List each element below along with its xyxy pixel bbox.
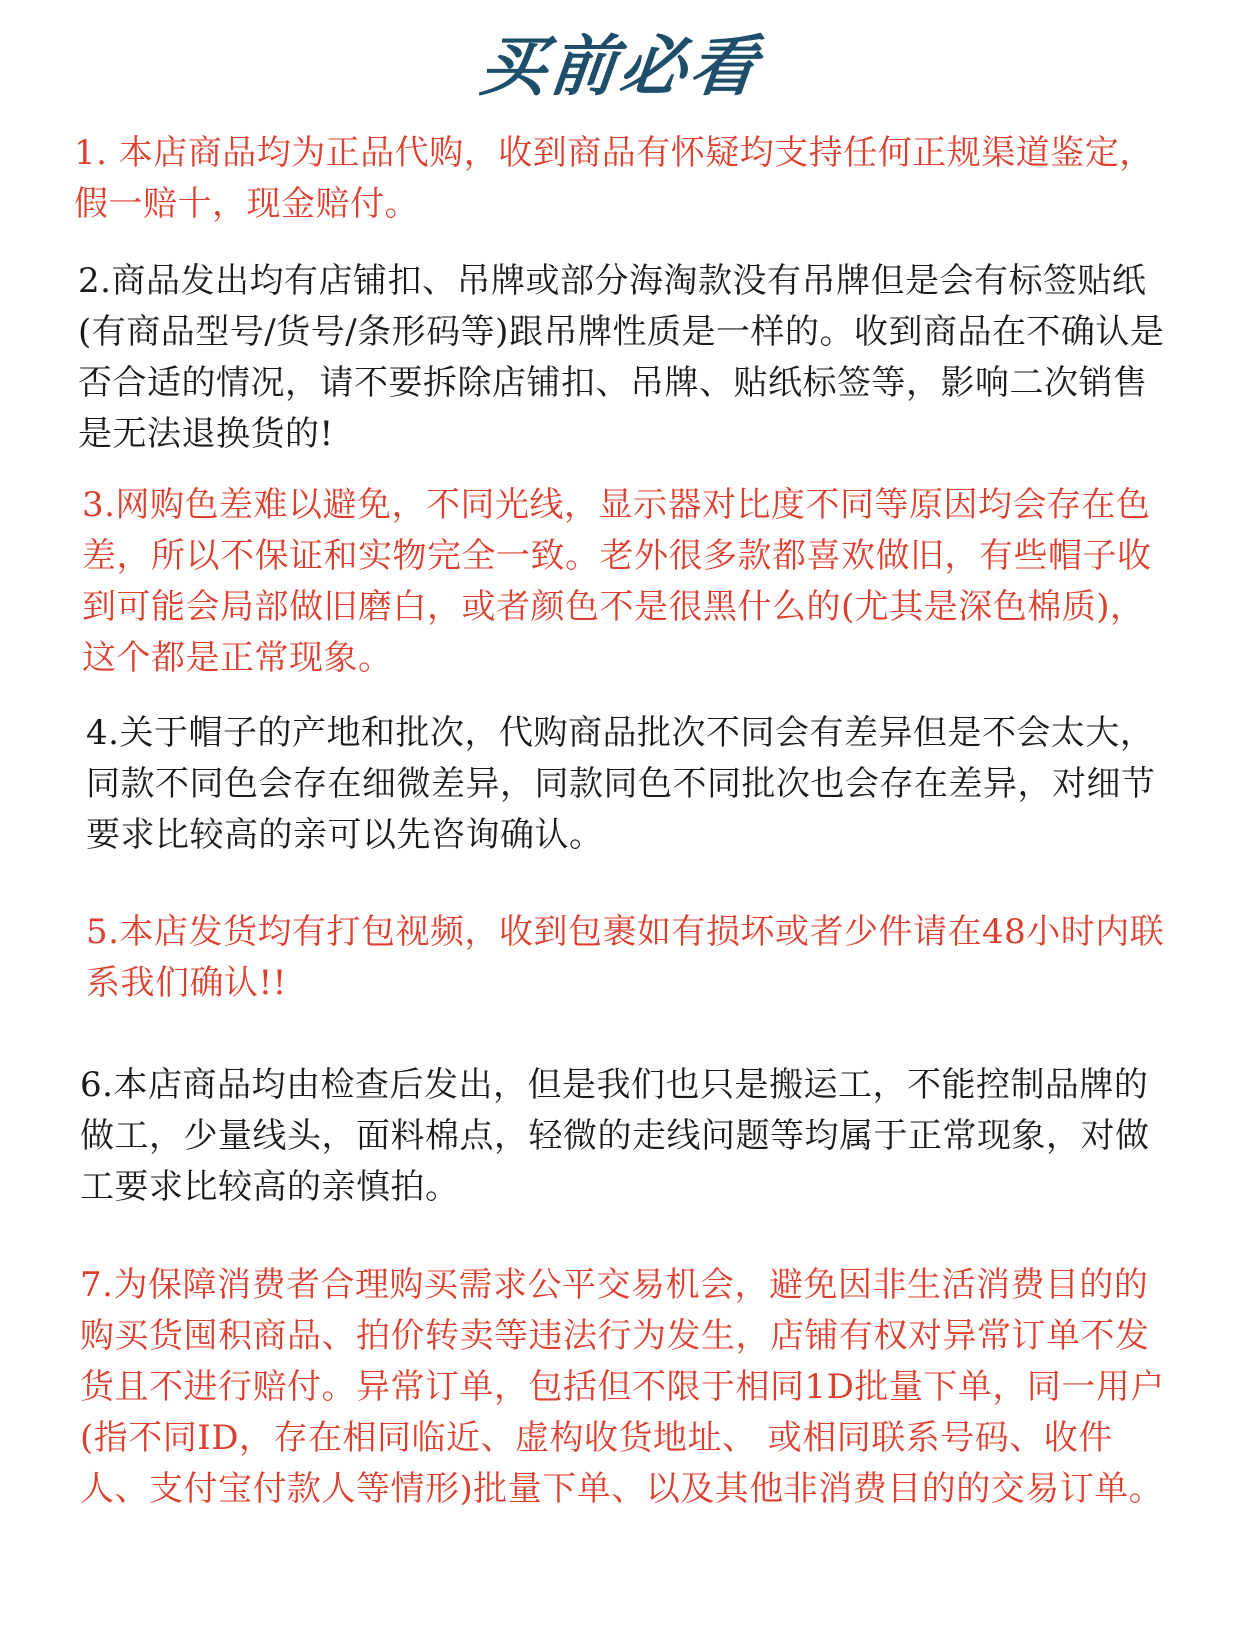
notice-5-packing-video: 5.本店发货均有打包视频，收到包裹如有损坏或者少件请在48小时内联系我们确认!! [86,912,1165,1003]
notice-1-authenticity: 1. 本店商品均为正品代购，收到商品有怀疑均支持任何正规渠道鉴定，假一赔十，现金赔付。 [74,133,1154,224]
page-title: 买前必看 [476,28,765,105]
notice-3-color-difference: 3.网购色差难以避免，不同光线，显示器对比度不同等原因均会存在色差，所以不保证和实物完全一致。老外很多款都喜欢做旧，有些帽子收到可能会局部做旧磨白，或者颜色不是很黑什么的(尤其是深色棉质)，这个都是正常现象。 [82,485,1152,678]
notice-4-batch-difference: 4.关于帽子的产地和批次，代购商品批次不同会有差异但是不会太大，同款不同色会存在细微差异，同款同色不同批次也会存在差异，对细节要求比较高的亲可以先咨询确认。 [86,713,1156,855]
notice-2-tags-and-returns: 2.商品发出均有店铺扣、吊牌或部分海淘款没有吊牌但是会有标签贴纸(有商品型号/货号/条形码等)跟吊牌性质是一样的。收到商品在不确认是否合适的情况，请不要拆除店铺扣、吊牌、贴纸标签等，影响二次销售是无法退换货的! [78,261,1165,454]
notice-6-workmanship: 6.本店商品均由检查后发出，但是我们也只是搬运工，不能控制品牌的做工，少量线头，面料棉点，轻微的走线问题等均属于正常现象，对做工要求比较高的亲慎拍。 [80,1065,1150,1207]
notice-7-abnormal-orders: 7.为保障消费者合理购买需求公平交易机会，避免因非生活消费目的的购买货囤积商品、拍价转卖等违法行为发生，店铺有权对异常订单不发货且不进行赔付。异常订单，包括但不限于相同1D批量下单，同一用户(指不同ID，存在相同临近、虚构收货地址、 或相同联系号码、收件人、支付宝付款人等情形)批量下单、以及其他非消费目的的交易订单。 [80,1265,1165,1509]
